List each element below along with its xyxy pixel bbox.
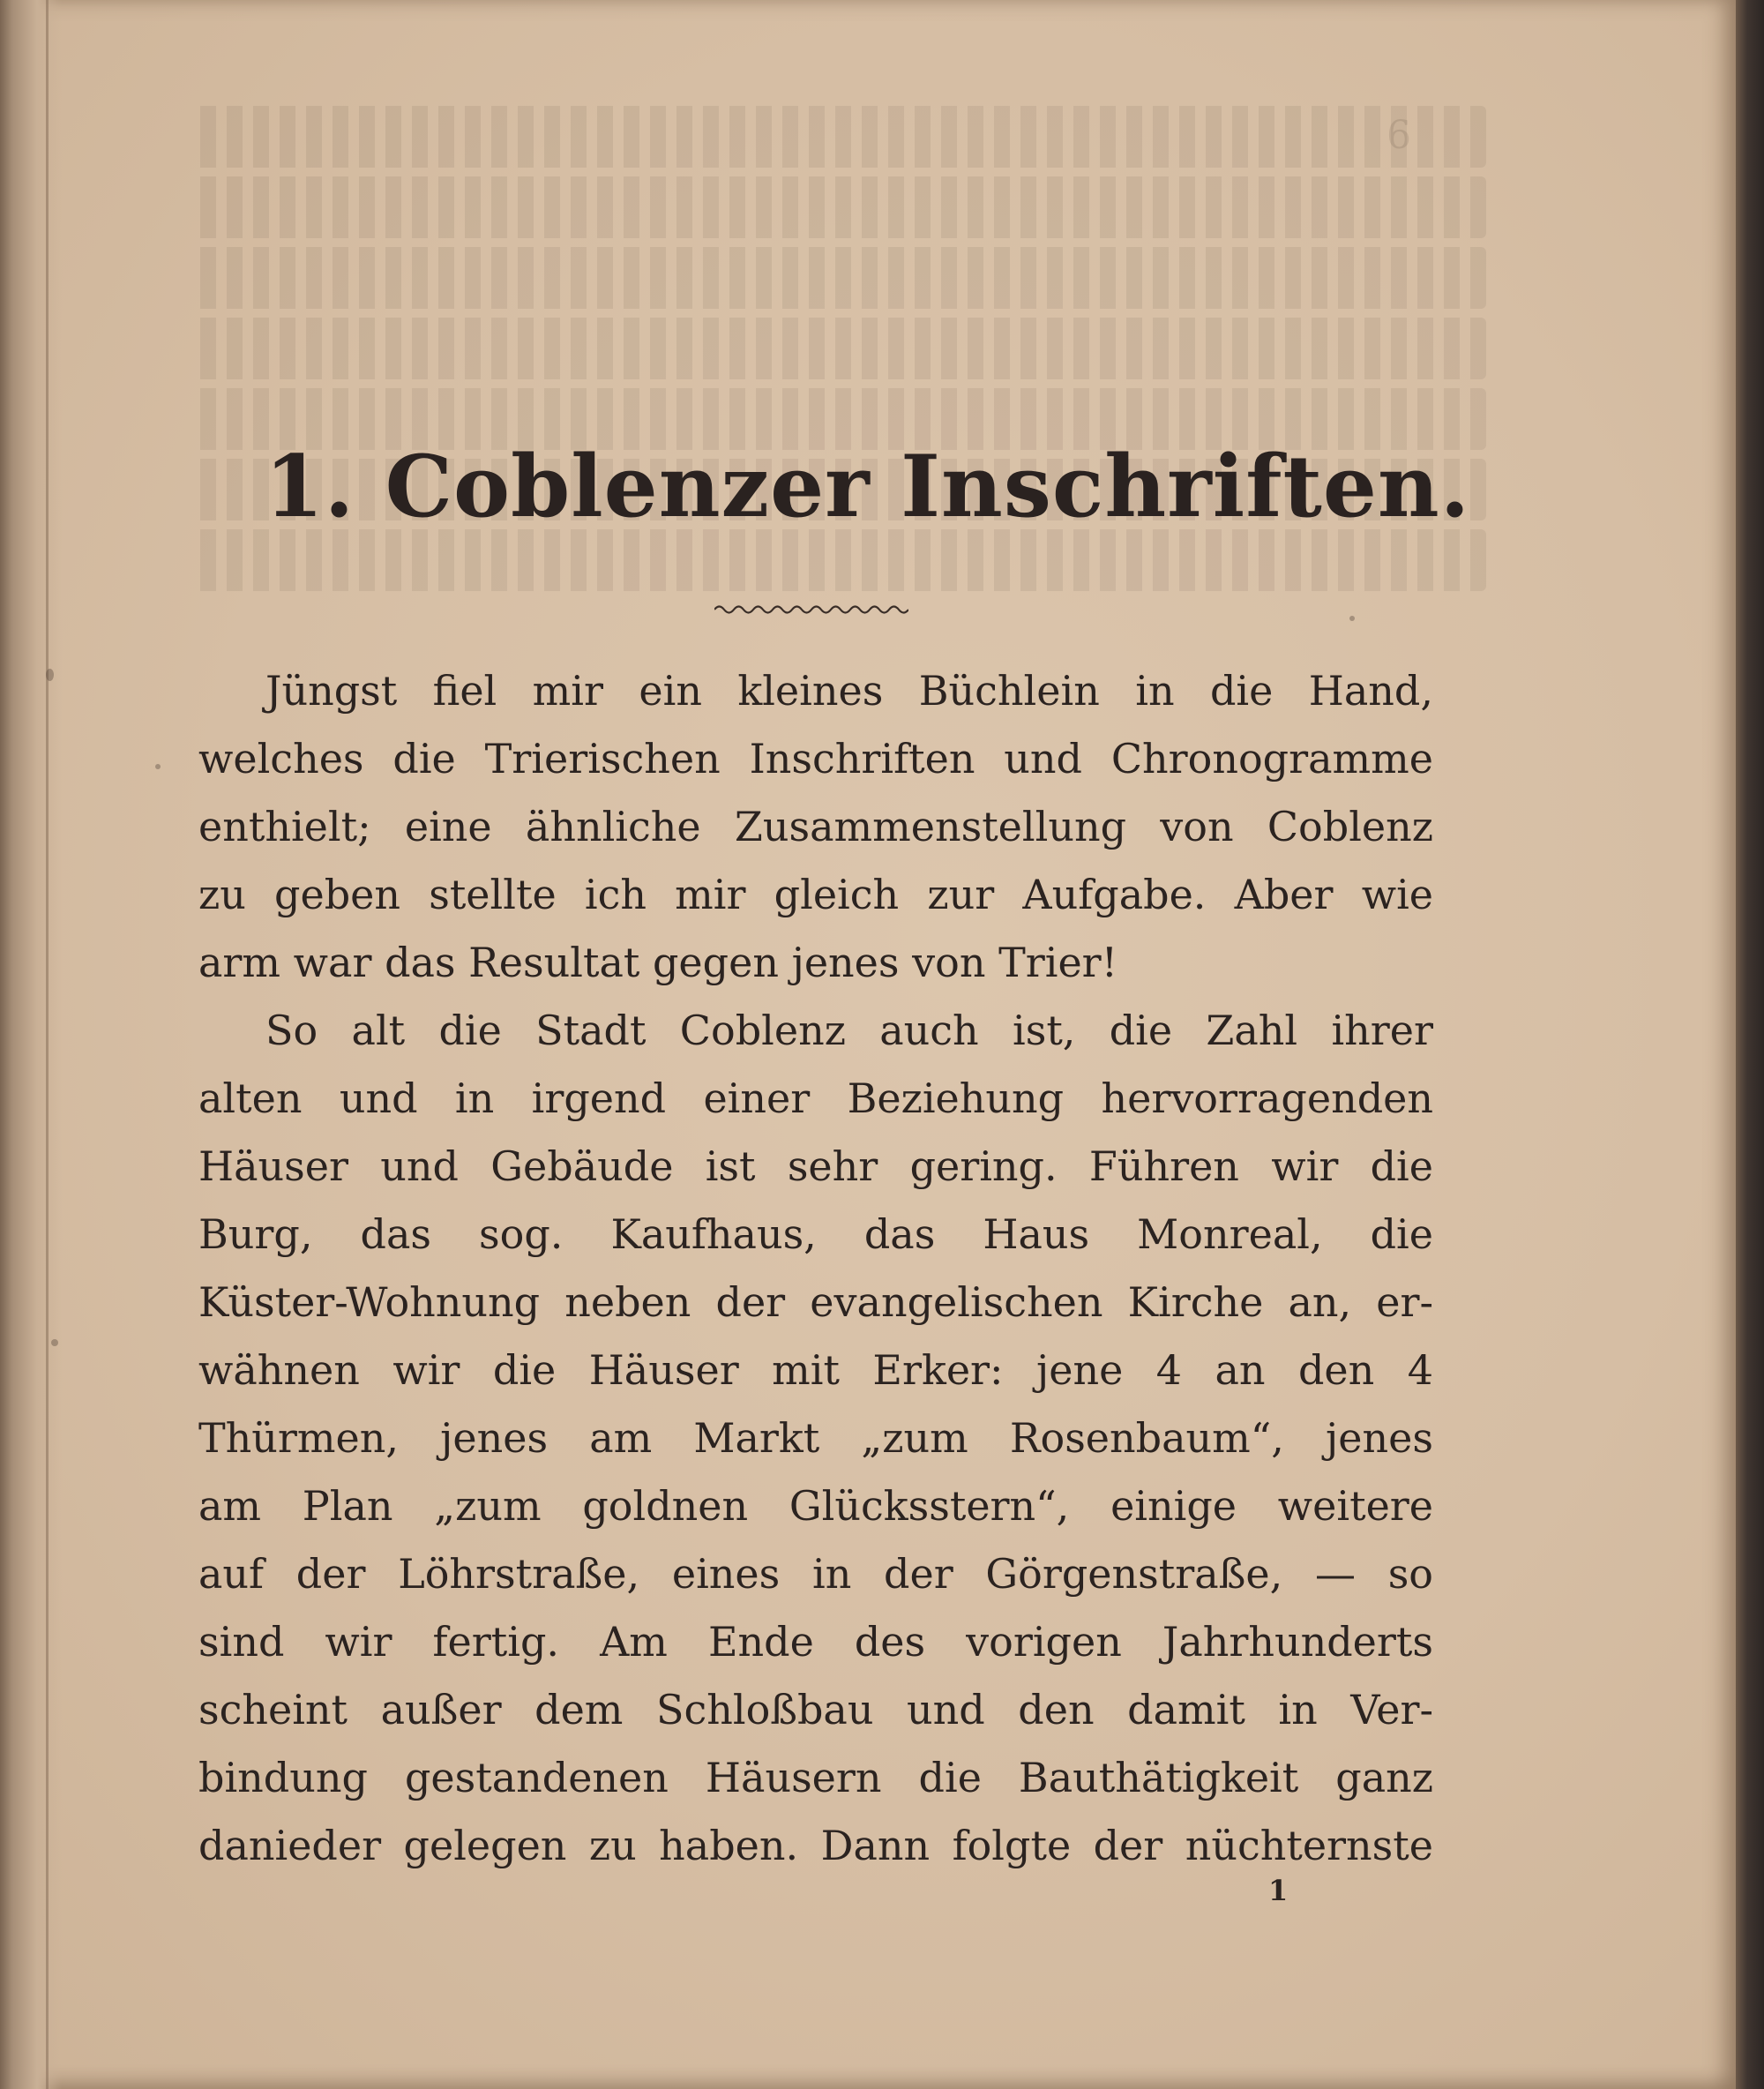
paper-speck	[51, 1339, 58, 1346]
text-line: Häuser und Gebäude ist sehr gering. Führen wir die	[198, 1142, 1433, 1190]
show-through-line	[190, 529, 1486, 591]
show-through-text	[190, 106, 1486, 670]
text-line: Küster-Wohnung neben der evangelischen Kirche an, er-	[198, 1278, 1433, 1326]
text-line: So alt die Stadt Coblenz auch ist, die Zahl ihrer	[265, 1007, 1433, 1054]
spine-shadow	[0, 0, 62, 2089]
show-through-line	[190, 318, 1486, 379]
show-through-line	[190, 247, 1486, 309]
text-line: Burg, das sog. Kaufhaus, das Haus Monreal, die	[198, 1210, 1433, 1258]
paper-speck	[155, 764, 161, 769]
text-line: sind wir fertig. Am Ende des vorigen Jahrhunderts	[198, 1618, 1433, 1666]
text-line: Thürmen, jenes am Markt „zum Rosenbaum“, jenes	[198, 1414, 1433, 1462]
text-line: alten und in irgend einer Beziehung hervorragenden	[198, 1074, 1433, 1122]
text-line: arm war das Resultat gegen jenes von Trier!	[198, 939, 1118, 986]
text-line: scheint außer dem Schloßbau und den damit in Ver-	[198, 1686, 1433, 1733]
text-line: zu geben stellte ich mir gleich zur Aufgabe. Aber wie	[198, 871, 1433, 918]
text-line: wähnen wir die Häuser mit Erker: jene 4 an den 4	[198, 1346, 1433, 1394]
book-edge	[1736, 0, 1764, 2089]
body-text	[198, 657, 1433, 1880]
text-line: am Plan „zum goldnen Glücksstern“, einige weitere	[198, 1482, 1433, 1530]
paper-speck	[46, 669, 54, 681]
text-line: welches die Trierischen Inschriften und Chronogramme	[198, 735, 1433, 782]
text-line: auf der Löhrstraße, eines in der Görgenstraße, — so	[198, 1550, 1433, 1598]
text-line: bindung gestandenen Häusern die Bauthätigkeit ganz	[198, 1754, 1433, 1801]
text-line: danieder gelegen zu haben. Dann folgte der nüchternste	[198, 1822, 1433, 1869]
show-through-line	[190, 106, 1486, 168]
title-ornament-rule	[714, 600, 908, 619]
show-through-line	[190, 176, 1486, 238]
chapter-title: 1. Coblenzer Inschriften.	[265, 437, 1471, 536]
signature-mark: 1	[1268, 1874, 1289, 1907]
text-line: Jüngst fiel mir ein kleines Büchlein in die Hand,	[265, 667, 1433, 715]
spine-crease	[46, 0, 49, 2089]
paper-speck	[1349, 616, 1355, 621]
text-line: enthielt; eine ähnliche Zusammenstellung von Coblenz	[198, 803, 1433, 850]
show-through-page-number: 6	[1387, 113, 1411, 158]
